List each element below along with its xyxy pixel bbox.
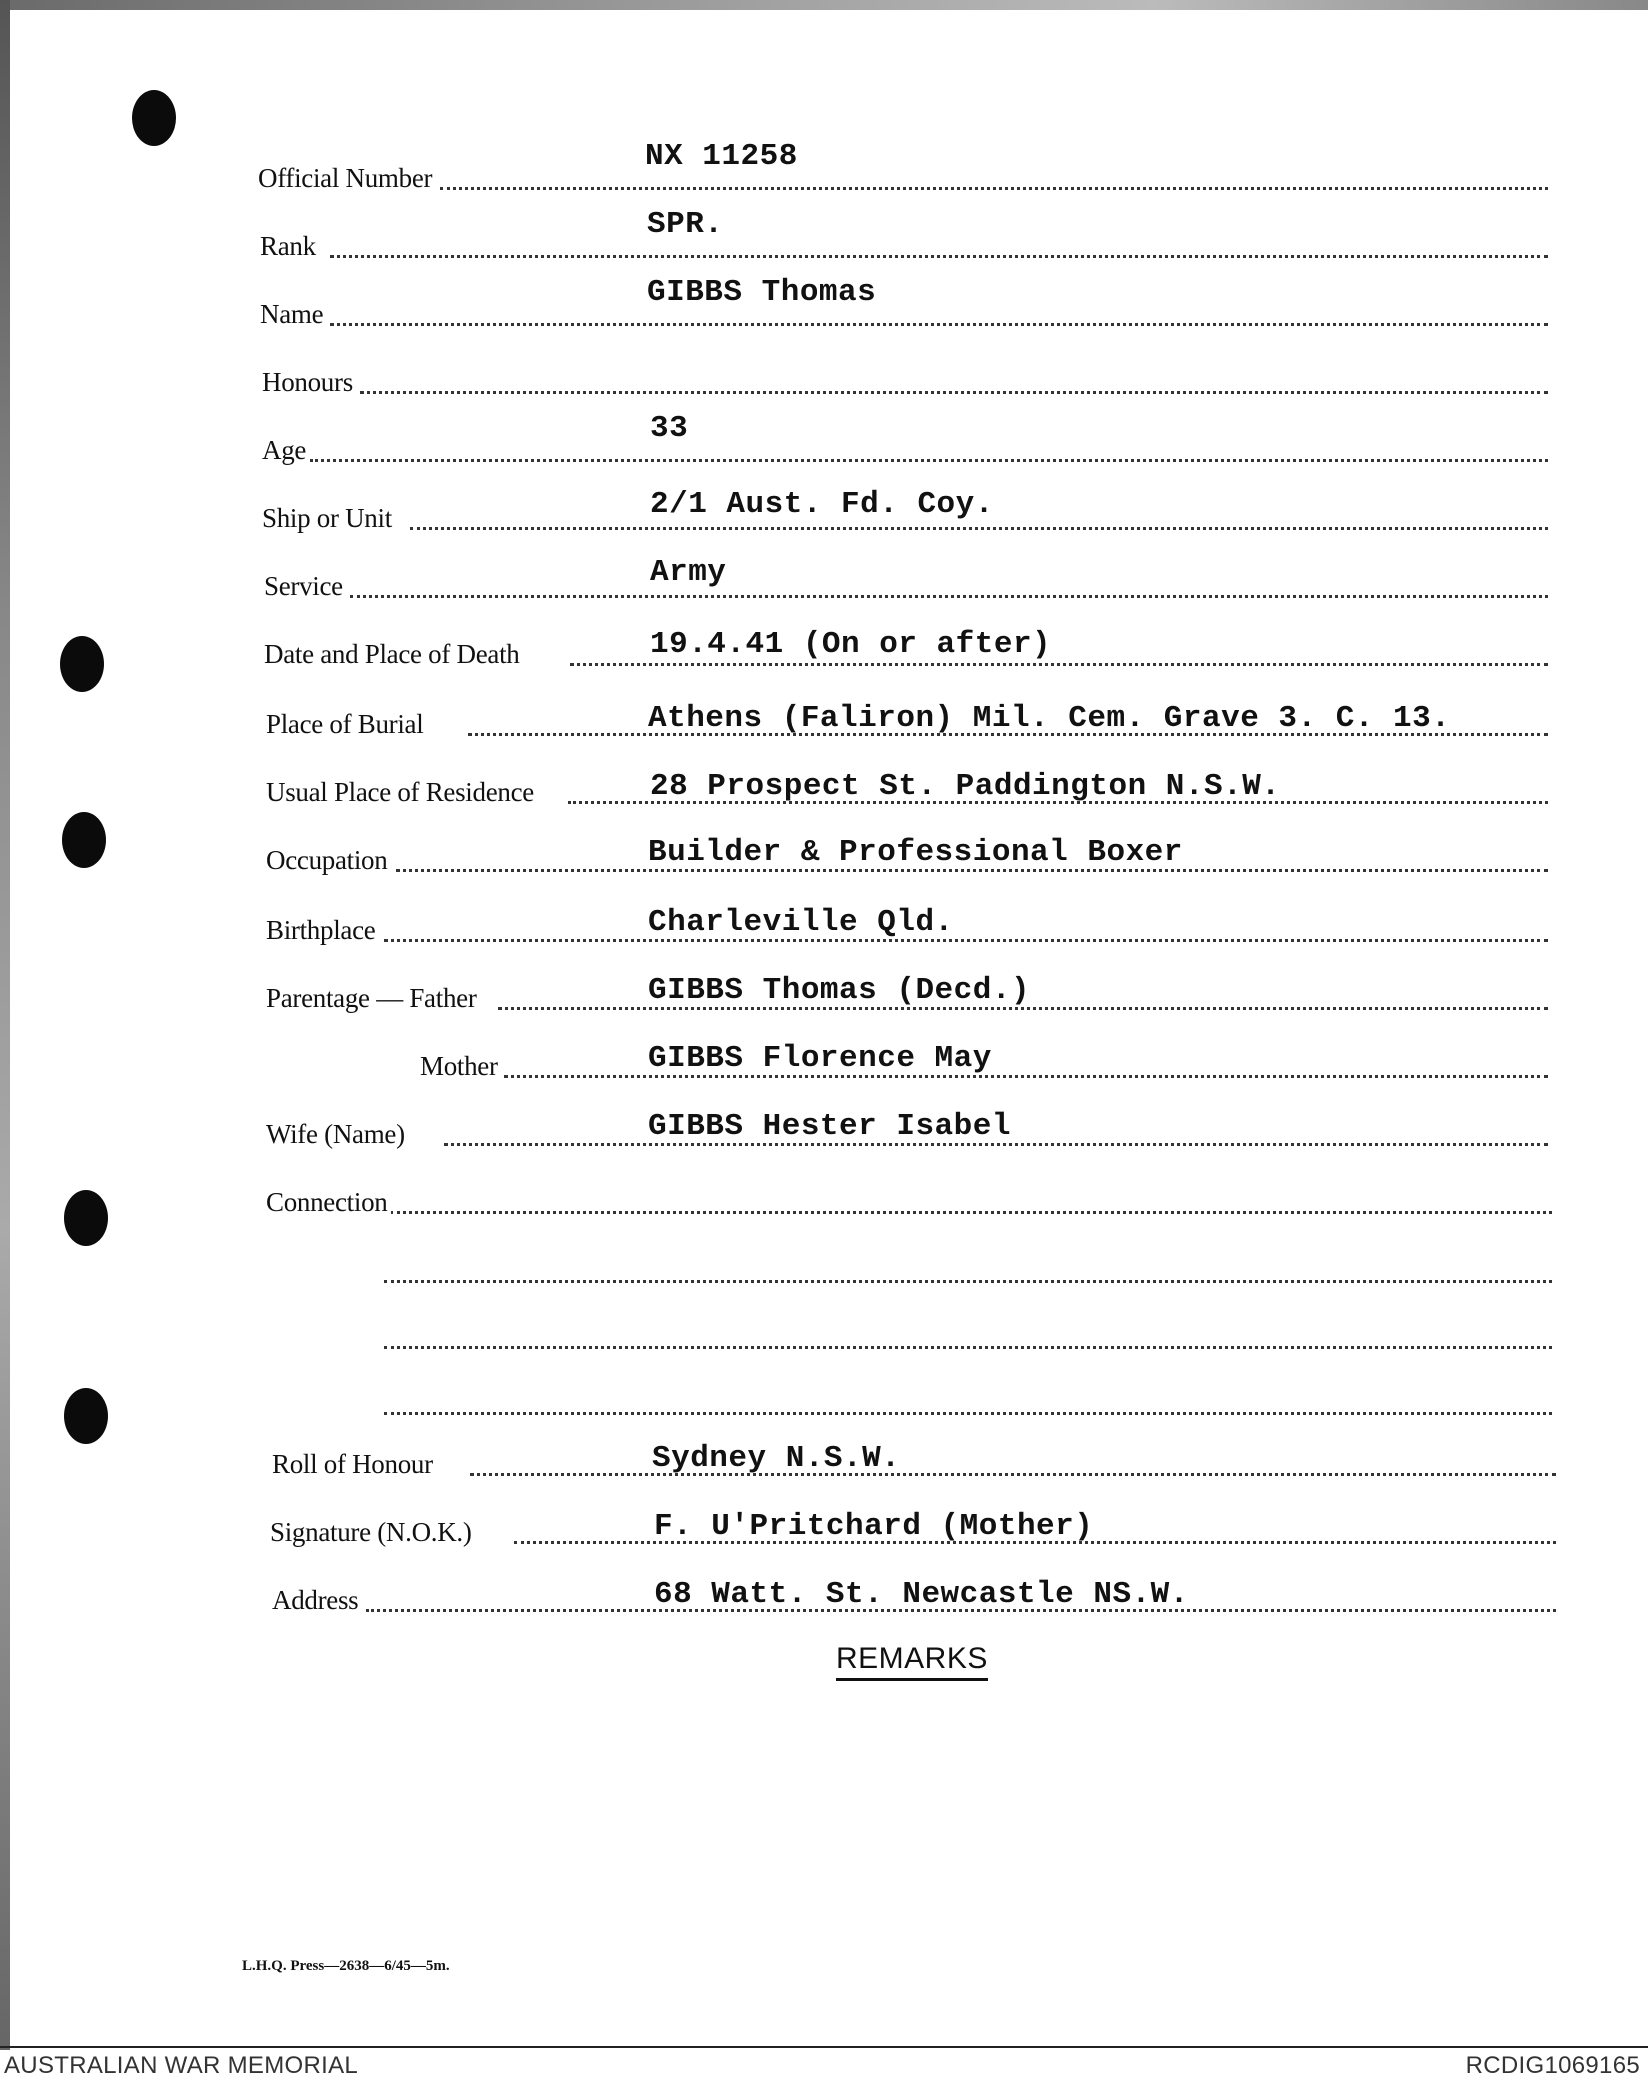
- field-label: Official Number: [258, 163, 436, 194]
- print-code: L.H.Q. Press—2638—6/45—5m.: [242, 1958, 450, 1974]
- footer-institution: AUSTRALIAN WAR MEMORIAL: [4, 2052, 359, 2079]
- punch-hole: [132, 90, 176, 146]
- field-birthplace: [0, 892, 1648, 952]
- field-value: Builder & Professional Boxer: [648, 835, 1183, 870]
- field-mother: [0, 1028, 1648, 1088]
- field-label: Wife (Name): [266, 1119, 409, 1150]
- field-value: Sydney N.S.W.: [652, 1441, 901, 1476]
- field-wife: [0, 1096, 1648, 1156]
- field-value: 2/1 Aust. Fd. Coy.: [650, 487, 994, 522]
- field-value: GIBBS Hester Isabel: [648, 1109, 1011, 1144]
- field-value: NX 11258: [645, 139, 798, 174]
- remarks-heading: REMARKS: [836, 1642, 988, 1681]
- field-occupation: [0, 822, 1648, 882]
- field-value: SPR.: [647, 207, 724, 242]
- footer-record-id: RCDIG1069165: [1465, 2052, 1640, 2079]
- field-label: Place of Burial: [266, 709, 427, 740]
- field-label: Name: [260, 299, 327, 330]
- field-value: 19.4.41 (On or after): [650, 627, 1052, 662]
- field-honours: [0, 344, 1648, 404]
- field-value: Athens (Faliron) Mil. Cem. Grave 3. C. 13.: [648, 701, 1451, 736]
- dotted-line: [310, 459, 1548, 462]
- field-ship-or-unit: [0, 480, 1648, 540]
- field-value: 33: [650, 411, 689, 446]
- scan-edge-top: [0, 0, 1648, 10]
- field-age: [0, 412, 1648, 472]
- field-name: [0, 276, 1648, 336]
- dotted-line: [384, 1280, 1552, 1283]
- field-label: Service: [264, 571, 347, 602]
- field-value: 28 Prospect St. Paddington N.S.W.: [650, 769, 1281, 804]
- field-label: Address: [272, 1585, 362, 1616]
- footer-rule: [0, 2046, 1648, 2048]
- field-rank: [0, 208, 1648, 268]
- dotted-line: [390, 1211, 1552, 1214]
- dotted-line: [384, 1346, 1552, 1349]
- dotted-line: [360, 391, 1548, 394]
- dotted-line: [384, 939, 1548, 942]
- field-label: Birthplace: [266, 915, 379, 946]
- field-value: Army: [650, 555, 727, 590]
- field-label: Age: [262, 435, 310, 466]
- field-label: Date and Place of Death: [264, 639, 523, 670]
- field-value: F. U'Pritchard (Mother): [654, 1509, 1094, 1544]
- field-label: Usual Place of Residence: [266, 777, 538, 808]
- dotted-line: [570, 663, 1548, 666]
- field-value: GIBBS Florence May: [648, 1041, 992, 1076]
- field-label: Ship or Unit: [262, 503, 396, 534]
- field-label: Signature (N.O.K.): [270, 1517, 476, 1548]
- field-residence: [0, 754, 1648, 814]
- dotted-line: [350, 595, 1548, 598]
- field-place-of-burial: [0, 686, 1648, 746]
- field-value: Charleville Qld.: [648, 905, 954, 940]
- field-father: [0, 960, 1648, 1020]
- field-value: GIBBS Thomas: [647, 275, 877, 310]
- dotted-line: [440, 187, 1548, 190]
- field-label: Rank: [260, 231, 320, 262]
- field-signature: [0, 1494, 1648, 1554]
- field-label: Connection: [266, 1187, 391, 1218]
- dotted-line: [384, 1412, 1552, 1415]
- field-official-number: [0, 140, 1648, 200]
- field-value: 68 Watt. St. Newcastle NS.W.: [654, 1577, 1189, 1612]
- dotted-line: [470, 1473, 1556, 1476]
- dotted-line: [410, 527, 1548, 530]
- field-date-place-of-death: [0, 616, 1648, 676]
- field-roll-of-honour: [0, 1426, 1648, 1486]
- field-label: Parentage — Father: [266, 983, 481, 1014]
- field-label: Mother: [420, 1051, 502, 1082]
- field-label: Honours: [262, 367, 357, 398]
- field-label: Roll of Honour: [272, 1449, 437, 1480]
- field-label: Occupation: [266, 845, 391, 876]
- dotted-line: [330, 323, 1548, 326]
- field-connection: [0, 1164, 1648, 1224]
- field-address: [0, 1562, 1648, 1622]
- dotted-line: [330, 255, 1548, 258]
- field-value: GIBBS Thomas (Decd.): [648, 973, 1031, 1008]
- field-service: [0, 548, 1648, 608]
